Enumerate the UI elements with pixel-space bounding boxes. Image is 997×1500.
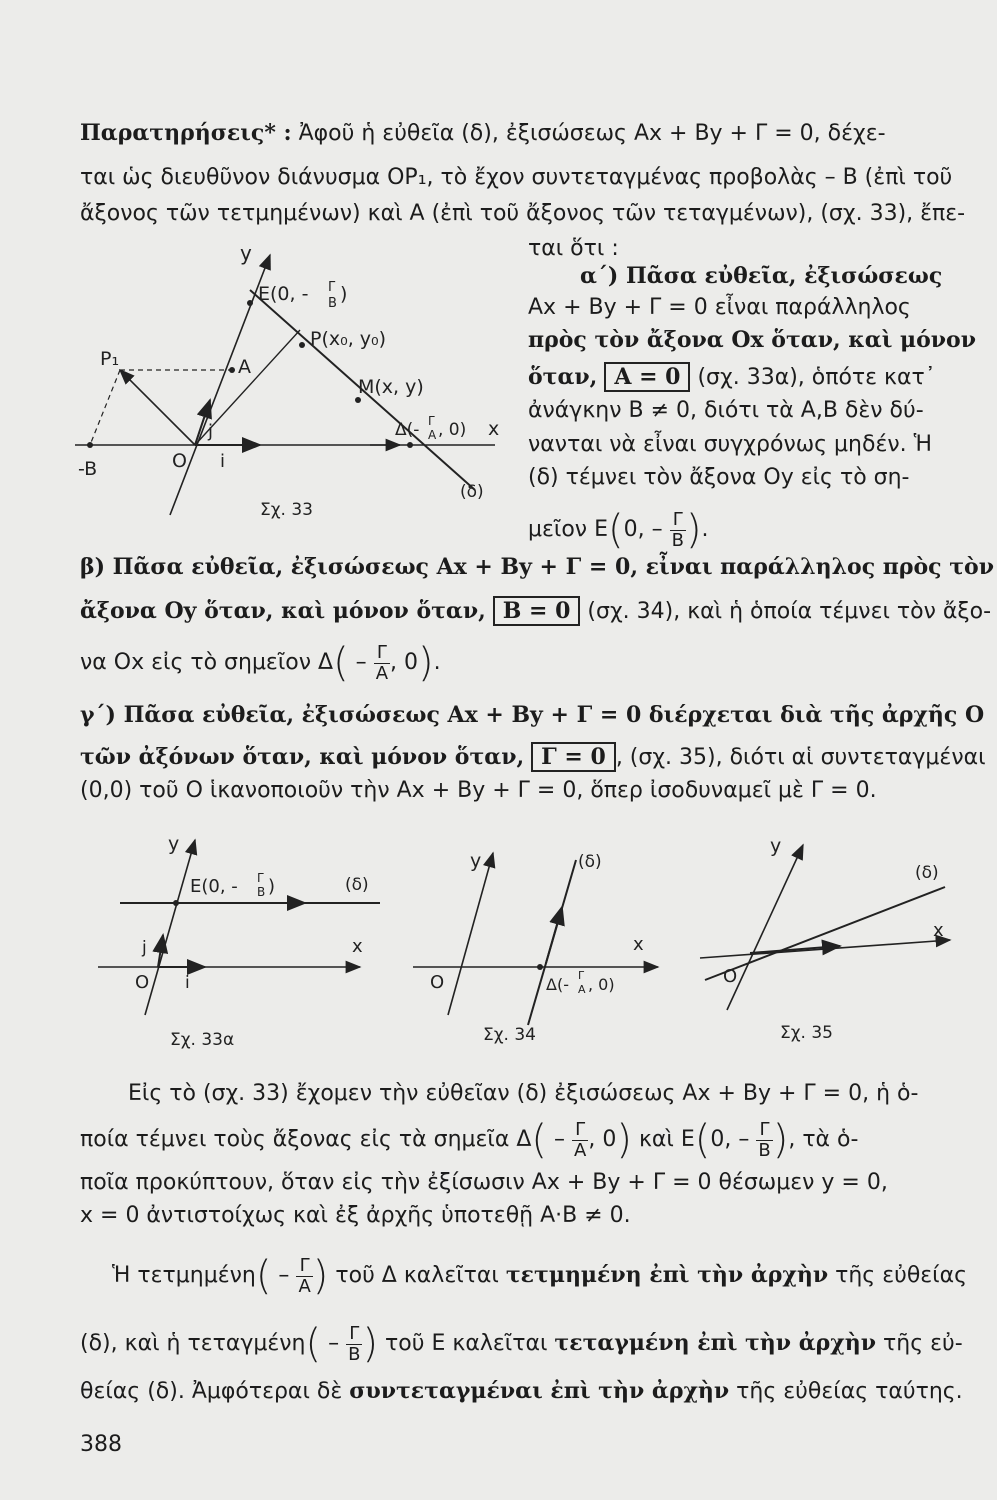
p1-line3: ἄξονος τῶν τετμημένων) καὶ Α (ἐπὶ τοῦ ἄξονος τῶν τεταγμένων), (σχ. 33), ἔπε-	[80, 201, 966, 226]
label-P1: P₁	[100, 348, 120, 370]
paren-open: (	[531, 1117, 548, 1163]
paren-open: (	[694, 1117, 711, 1163]
label-x: x	[488, 418, 500, 440]
figure-33a	[90, 830, 390, 1050]
label-delta: (δ)	[915, 863, 939, 883]
alpha-line4-b: (σχ. 33α), ὁπότε κατ᾽	[690, 365, 936, 390]
label-D-close: , 0)	[438, 420, 467, 440]
p2-line3: ποῖα προκύπτουν, ὅταν εἰς τὴν ἐξίσωσιν Αx + Βy + Γ = 0 θέσωμεν y = 0,	[80, 1170, 888, 1195]
projection-dashed-v	[90, 370, 120, 445]
alpha-line3: πρὸς τὸν ἄξονα Ox ὅταν, καὶ μόνον	[528, 327, 976, 353]
line-delta	[705, 887, 945, 980]
alpha-line1: α΄) Πᾶσα εὐθεῖα, ἐξισώσεως	[580, 263, 943, 289]
label-E-num: Γ	[328, 280, 336, 295]
frac-den: Α	[298, 1275, 311, 1297]
frac-num: Γ	[756, 1120, 772, 1141]
y-axis	[448, 853, 493, 1015]
p3-line3	[80, 1376, 963, 1407]
label-E: E(0, -	[190, 876, 238, 897]
p1-line1	[80, 118, 950, 149]
label-M: M(x, y)	[358, 376, 424, 398]
gamma-line1: γ΄) Πᾶσα εὐθεῖα, ἐξισώσεως Αx + Βy + Γ = 0 διέρχεται διὰ τῆς ἀρχῆς O	[80, 702, 985, 728]
label-j: j	[208, 421, 214, 442]
condition-box-b0: Β = 0	[493, 596, 581, 626]
frac-num: Γ	[572, 1120, 588, 1141]
frac-num: Γ	[670, 510, 686, 531]
p2-line1: Εἰς τὸ (σχ. 33) ἔχομεν τὴν εὐθεῖαν (δ) ἐξισώσεως Αx + Βy + Γ = 0, ἡ ὁ-	[128, 1081, 919, 1106]
beta-line2-a: ἄξονα Oy ὅταν, καὶ μόνον ὅταν,	[80, 598, 486, 624]
paren-open: (	[305, 1321, 322, 1367]
fraction-g-over-a	[374, 643, 390, 684]
p2-line2-e: 0, –	[710, 1127, 750, 1152]
p3-line1-b: –	[271, 1263, 290, 1288]
term-abscissa-at-origin: τετμημένη ἐπὶ τὴν ἀρχὴν	[505, 1262, 829, 1288]
alpha-line4-a: ὅταν,	[528, 364, 598, 390]
figure-35	[695, 830, 960, 1045]
frac-num: Γ	[346, 1324, 362, 1345]
p1-line2: ται ὡς διευθῦνον διάνυσμα OP₁, τὸ ἔχον συντεταγμένας προβολὰς – Β (ἐπὶ τοῦ	[80, 165, 953, 190]
paren-close: )	[685, 507, 702, 553]
label-j: j	[142, 938, 147, 958]
frac-num: Γ	[374, 643, 390, 664]
paren-close: )	[772, 1117, 789, 1163]
figure-34	[408, 845, 668, 1050]
label-D-num: Γ	[428, 414, 435, 428]
term-ordinate-at-origin: τεταγμένη ἐπὶ τὴν ἀρχὴν	[554, 1330, 877, 1356]
p2-line2-a: ποία τέμνει τοὺς ἄξονας εἰς τὰ σημεῖα Δ	[80, 1127, 532, 1152]
beta-line3-b: –	[348, 650, 367, 675]
label-O: O	[135, 972, 150, 993]
label-y: y	[470, 850, 482, 872]
condition-box-a0: Α = 0	[604, 362, 690, 392]
paren-close: )	[362, 1321, 379, 1367]
frac-den: Β	[671, 529, 684, 551]
point-A	[229, 367, 235, 373]
label-D-den: Α	[578, 983, 586, 996]
label-y: y	[168, 833, 180, 855]
fraction-g-over-b	[756, 1120, 772, 1161]
beta-line2	[80, 596, 992, 627]
paren-open: (	[607, 507, 624, 553]
label-O: O	[172, 450, 187, 472]
p3-line1-e: τῆς εὐθείας	[828, 1263, 968, 1288]
beta-line3	[80, 640, 950, 686]
p2-line4: x = 0 ἀντιστοίχως καὶ ἐξ ἀρχῆς ὑποτεθῇ Α·Β ≠ 0.	[80, 1203, 631, 1228]
fraction-g-over-b	[346, 1324, 362, 1365]
term-coordinates-at-origin: συντεταγμέναι ἐπὶ τὴν ἀρχὴν	[349, 1378, 730, 1404]
fraction-g-over-a	[296, 1256, 312, 1297]
p3-line1-a: Ἡ τετμημένη	[112, 1263, 256, 1288]
gamma-line2	[80, 742, 986, 773]
p3-line1	[112, 1252, 968, 1299]
label-x: x	[633, 934, 644, 955]
label-D: Δ(-	[546, 975, 569, 994]
p3-line3-c: τῆς εὐθείας ταύτης.	[729, 1379, 963, 1404]
label-E-den: Β	[328, 296, 337, 311]
beta-line1	[80, 552, 994, 583]
p3-line1-c: τοῦ Δ καλεῖται	[328, 1263, 506, 1288]
label-x: x	[352, 936, 363, 957]
label-D-num: Γ	[578, 969, 585, 982]
point-D	[407, 442, 413, 448]
label-y: y	[240, 241, 252, 265]
paren-close: )	[312, 1253, 329, 1299]
frac-den: Α	[375, 662, 389, 684]
caption-35: Σχ. 35	[780, 1023, 834, 1043]
label-x: x	[933, 920, 944, 941]
condition-box-g0: Γ = 0	[531, 742, 616, 772]
p1-line4: ται ὅτι :	[528, 236, 619, 261]
alpha-line8-a: μεῖον Ε	[528, 517, 608, 542]
p3-line3-a: θείας (δ). Ἀμφότεραι δὲ	[80, 1379, 350, 1404]
p2-line2	[80, 1117, 950, 1163]
label-E-close: )	[268, 876, 276, 897]
label-D-den: Α	[428, 428, 437, 442]
alpha-line8-c: .	[701, 517, 709, 542]
line-delta-arrow	[546, 907, 562, 963]
beta-line1-text: β) Πᾶσα εὐθεῖα, ἐξισώσεως Αx + Βy + Γ = 0, εἶναι παράλληλος πρὸς τὸν	[80, 554, 994, 580]
y-axis	[727, 845, 803, 1010]
frac-den: Α	[574, 1139, 587, 1161]
frac-den: Β	[348, 1343, 361, 1365]
x-axis	[700, 940, 950, 958]
label-A: A	[238, 356, 251, 378]
label-E-num: Γ	[257, 871, 264, 885]
p1-line1-text: Ἀφοῦ ἡ εὐθεῖα (δ), ἐξισώσεως Αx + Βy + Γ = 0, δέχε-	[291, 121, 886, 146]
label-delta: (δ)	[345, 875, 369, 895]
point-P	[299, 342, 305, 348]
p3-line2	[80, 1320, 963, 1367]
beta-line3-a: να Ox εἰς τὸ σημεῖον Δ	[80, 650, 334, 675]
p3-line2-e: τῆς εὐ-	[876, 1331, 963, 1356]
label-O: O	[723, 966, 738, 987]
fraction-g-over-b	[670, 510, 686, 551]
paren-close: )	[418, 640, 434, 686]
caption-33a: Σχ. 33α	[170, 1030, 235, 1050]
p2-line2-c: , 0	[588, 1127, 617, 1152]
point-E	[173, 900, 179, 906]
label-D-close: , 0)	[588, 975, 615, 994]
p3-line2-b: –	[321, 1331, 340, 1356]
point-D	[537, 964, 543, 970]
p3-line2-c: τοῦ Ε καλεῖται	[378, 1331, 555, 1356]
point-E	[247, 300, 253, 306]
frac-num: Γ	[296, 1256, 312, 1277]
label-E: E(0, -	[258, 283, 309, 305]
alpha-line5: ἀνάγκην Β ≠ 0, διότι τὰ Α,Β δὲν δύ-	[528, 398, 924, 423]
label-E-den: Β	[257, 885, 266, 899]
figure-33	[70, 235, 530, 535]
p3-line2-a: (δ), καὶ ἡ τεταγμένη	[80, 1331, 306, 1356]
label-O: O	[430, 972, 445, 993]
vector-op1	[120, 370, 195, 445]
beta-line2-b: (σχ. 34), καὶ ἡ ὁποία τέμνει τὸν ἄξο-	[580, 599, 992, 624]
remarks-heading: Παρατηρήσεις* :	[80, 120, 292, 146]
caption-34: Σχ. 34	[483, 1025, 537, 1045]
caption-33: Σχ. 33	[260, 500, 314, 520]
gamma-line2-a: τῶν ἀξόνων ὅταν, καὶ μόνον ὅταν,	[80, 744, 525, 770]
gamma-line3: (0,0) τοῦ O ἱκανοποιοῦν τὴν Αx + Βy + Γ = 0, ὅπερ ἰσοδυναμεῖ μὲ Γ = 0.	[80, 778, 877, 803]
beta-line3-c: , 0	[390, 650, 418, 675]
label-E-close: )	[340, 283, 348, 305]
beta-line3-d: .	[433, 650, 441, 675]
p2-line2-d: καὶ Ε	[631, 1127, 695, 1152]
alpha-line7: (δ) τέμνει τὸν ἄξονα Oy εἰς τὸ ση-	[528, 465, 910, 490]
label-P: P(x₀, y₀)	[310, 328, 387, 350]
label-i: i	[220, 451, 226, 472]
fraction-g-over-a	[572, 1120, 588, 1161]
alpha-line8-b: 0, –	[623, 517, 663, 542]
label-D: Δ(-	[395, 420, 420, 440]
label-delta: (δ)	[578, 852, 602, 872]
alpha-line4	[528, 362, 948, 393]
p2-line2-f: , τὰ ὁ-	[788, 1127, 859, 1152]
paren-open: (	[255, 1253, 272, 1299]
paren-close: )	[616, 1117, 632, 1163]
label-delta: (δ)	[460, 482, 484, 502]
label-i: i	[185, 973, 190, 993]
gamma-line2-b: , (σχ. 35), διότι αἱ συντεταγμέναι	[615, 745, 986, 770]
frac-den: Β	[758, 1139, 771, 1161]
alpha-line6: νανται νὰ εἶναι συγχρόνως μηδέν. Ἡ	[528, 432, 933, 457]
paren-open: (	[333, 640, 349, 686]
label-minus-B: -B	[78, 458, 98, 480]
point-minus-B	[87, 442, 93, 448]
page-number: 388	[80, 1432, 122, 1457]
p2-line2-b: –	[547, 1127, 566, 1152]
label-y: y	[770, 835, 782, 857]
alpha-line8	[528, 507, 948, 553]
alpha-line2: Αx + Βy + Γ = 0 εἶναι παράλληλος	[528, 295, 911, 320]
